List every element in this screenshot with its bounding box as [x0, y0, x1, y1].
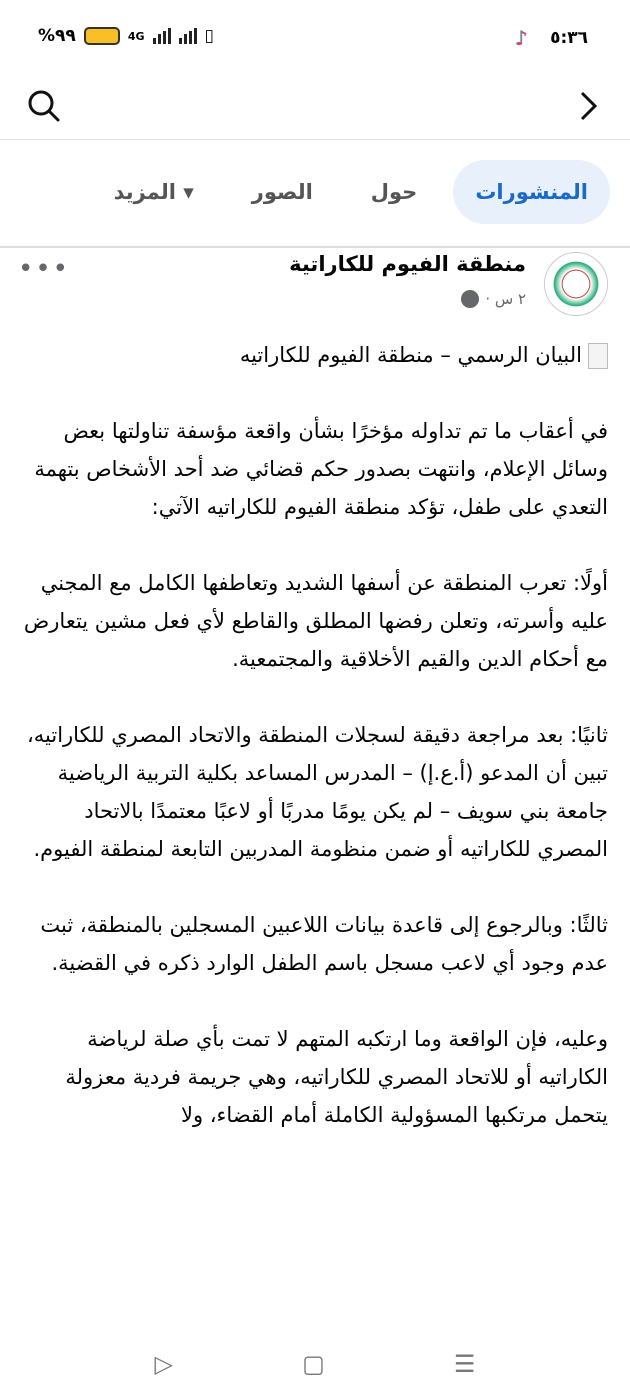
- document-icon: [588, 343, 608, 369]
- post-time[interactable]: ٢ س ·: [485, 290, 526, 308]
- paragraph: وعليه، فإن الواقعة وما ارتكبه المتهم لا تمت بأي صلة لرياضة الكاراتيه أو للاتحاد المصري للكاراتيه، وهي جريمة فردية معزولة يتحمل مرتكبها المسؤولية الكاملة أمام القضاء، ولا: [65, 1027, 608, 1127]
- more-options-icon[interactable]: •••: [18, 254, 71, 284]
- clock: ٥:٣٦: [550, 28, 588, 48]
- globe-icon: [461, 290, 479, 308]
- paragraph: أولًا: تعرب المنطقة عن أسفها الشديد وتعاطفها الكامل مع المجني عليه وأسرته، وتعلن رفضها المطلق والقاطع لأي فعل مشين يتعارض مع أحكام الدين والقيم الأخلاقية والمجتمعية.: [23, 571, 608, 671]
- signal-icon: [153, 28, 171, 44]
- paragraph: في أعقاب ما تم تداوله مؤخرًا بشأن واقعة مؤسفة تناولتها بعض وسائل الإعلام، وانتهت بصدور حكم قضائي ضد أحد الأشخاص بتهمة التعدي على طفل، تؤكد منطقة الفيوم للكاراتيه الآتي:: [34, 419, 608, 519]
- back-triangle-icon[interactable]: ▷: [154, 1350, 174, 1378]
- avatar[interactable]: [544, 252, 608, 316]
- post-meta: [461, 290, 526, 308]
- post-header: [0, 250, 630, 330]
- tab-photos[interactable]: الصور: [251, 180, 313, 204]
- tab-about[interactable]: حول: [370, 180, 418, 204]
- battery-percent: %٩٩: [38, 26, 76, 46]
- divider: [0, 246, 630, 248]
- top-bar: [0, 72, 630, 140]
- system-nav-bar: [0, 1328, 630, 1400]
- search-icon[interactable]: [24, 86, 64, 126]
- home-icon[interactable]: ▢: [302, 1350, 325, 1378]
- tab-more[interactable]: المزيد ▾: [113, 180, 194, 204]
- status-bar: [0, 0, 630, 72]
- post-title: البيان الرسمي – منطقة الفيوم للكاراتيه: [239, 343, 582, 367]
- tiktok-icon: ♪: [515, 26, 529, 50]
- battery-icon: [84, 27, 120, 45]
- chevron-right-icon[interactable]: [568, 86, 608, 126]
- network-type: 4G: [127, 29, 145, 43]
- tab-posts[interactable]: المنشورات: [453, 160, 610, 224]
- vibrate-icon: ▯: [204, 26, 214, 46]
- recents-icon[interactable]: ☰: [453, 1350, 476, 1378]
- paragraph: ثالثًا: وبالرجوع إلى قاعدة بيانات اللاعبين المسجلين بالمنطقة، ثبت عدم وجود أي لاعب مسجل باسم الطفل الوارد ذكره في القضية.: [40, 913, 608, 975]
- post-body: [20, 336, 608, 1172]
- paragraph: ثانيًا: بعد مراجعة دقيقة لسجلات المنطقة والاتحاد المصري للكاراتيه، تبين أن المدعو (أ.ع.إ) – المدرس المساعد بكلية التربية الرياضية جامعة بني سويف – لم يكن يومًا مدربًا أو لاعبًا معتمدًا بالاتحاد المصري للكاراتيه أو ضمن منظومة المدربين التابعة لمنطقة الفيوم.: [26, 723, 608, 861]
- profile-tabs: [20, 160, 610, 224]
- signal-icon-2: [179, 28, 197, 44]
- post-author[interactable]: منطقة الفيوم للكاراتية: [289, 252, 526, 276]
